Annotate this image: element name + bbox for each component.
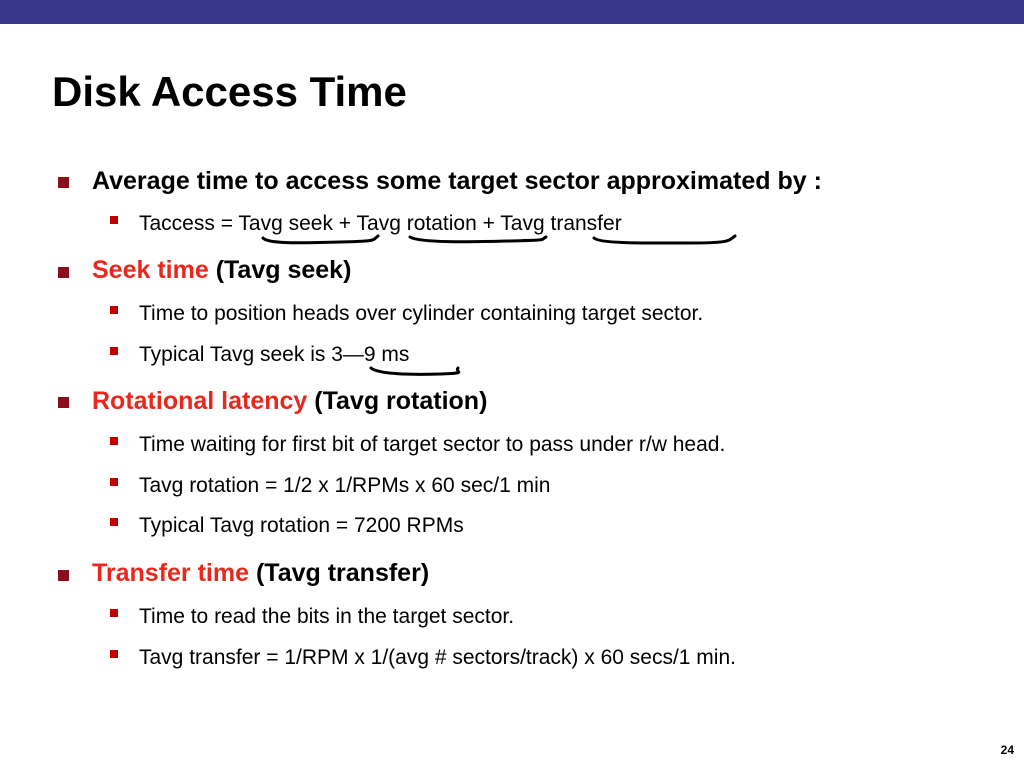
bullet-text: (Tavg rotation): [307, 387, 488, 415]
sub-bullet-transfer-formula: Tavg transfer = 1/RPM x 1/(avg # sectors/track) x 60 secs/1 min.: [139, 646, 736, 669]
sub-bullet-taccess-formula: Taccess = Tavg seek + Tavg rotation + Tavg transfer: [139, 212, 622, 235]
sub-bullet-rotation-definition: Time waiting for first bit of target sector to pass under r/w head.: [139, 433, 726, 456]
sub-bullet-rotation-formula: Tavg rotation = 1/2 x 1/RPMs x 60 sec/1 min: [139, 474, 551, 497]
slide-title: Disk Access Time: [52, 68, 407, 115]
underline-tavg-rotation: [410, 237, 546, 242]
bullet-highlight: Seek time: [92, 256, 209, 284]
bullet-text: Average time to access some target sector approximated by :: [92, 167, 822, 195]
bullet-text: (Tavg seek): [208, 256, 352, 284]
sub-bullet-seek-definition: Time to position heads over cylinder containing target sector.: [139, 302, 704, 325]
bullet-text: (Tavg transfer): [249, 559, 430, 587]
underline-tavg-transfer: [594, 236, 735, 243]
underline-seek-range: [371, 368, 459, 374]
sub-bullet-transfer-definition: Time to read the bits in the target sector.: [139, 605, 515, 628]
underline-tavg-seek: [263, 236, 378, 243]
bullet-highlight: Rotational latency: [92, 387, 308, 415]
bullet-highlight: Transfer time: [92, 559, 250, 587]
sub-bullet-typical-rotation: Typical Tavg rotation = 7200 RPMs: [139, 514, 464, 537]
sub-bullet-typical-seek: Typical Tavg seek is 3—9 ms: [139, 343, 410, 366]
page-number: 24: [1000, 743, 1014, 757]
